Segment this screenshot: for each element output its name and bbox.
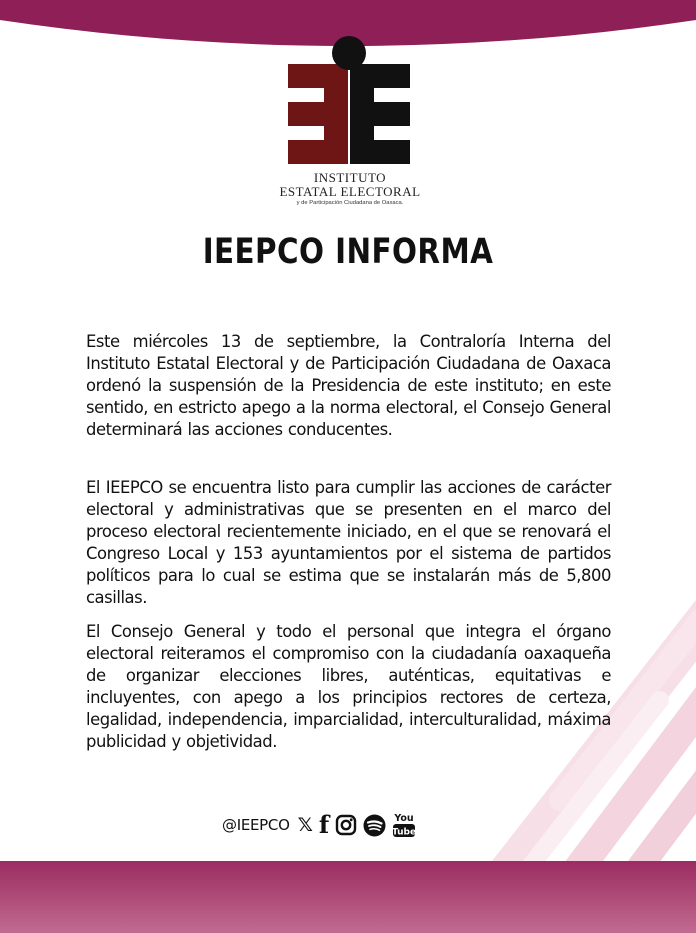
instagram-icon[interactable] — [335, 814, 357, 836]
x-icon[interactable]: 𝕏 — [297, 814, 313, 836]
social-footer — [222, 810, 422, 840]
paragraph-2: El IEEPCO se encuentra listo para cumplir las acciones de carácter electoral y administrativas que se presenten en el marco del proceso electoral recientemente iniciado, en el que se renovará el Congreso Local y 153 ayuntamientos por el sistema de partidos políticos para lo cual se estima que se instalarán más de 5,800 casillas. — [86, 478, 611, 607]
facebook-icon[interactable]: f — [318, 809, 330, 839]
paragraph-3: El Consejo General y todo el personal que integra el órgano electoral reiteramos el compromiso con la ciudadanía oaxaqueña de organizar elecciones libres, auténticas, equitativas e incluyentes, con apego a los principios rectores de certeza, legalidad, independencia, imparcialidad, interculturalidad, máxima publicidad y objetividad. — [86, 622, 611, 751]
youtube-icon[interactable] — [392, 811, 416, 839]
logo-text-estatal-electoral: ESTATAL ELECTORAL — [279, 184, 421, 199]
youtube-icon-text-you: You — [394, 813, 414, 824]
page-title: IEEPCO INFORMA — [202, 232, 494, 272]
spotify-icon[interactable] — [363, 814, 386, 837]
logo-text-instituto: INSTITUTO — [313, 170, 387, 185]
youtube-icon-text-tube: Tube — [392, 827, 417, 838]
bottom-banner — [0, 861, 696, 933]
ieepco-logo — [270, 34, 430, 210]
paragraph-1: Este miércoles 13 de septiembre, la Contraloría Interna del Instituto Estatal Electoral y de Participación Ciudadana de Oaxaca ordenó la suspensión de la Presidencia de este instituto; en este sentido, en estricto apego a la norma electoral, el Consejo General determinará las acciones conducentes. — [86, 332, 611, 439]
logo-text-participacion: y de Participación Ciudadana de Oaxaca. — [296, 200, 404, 206]
ieepco-emblem-icon — [286, 34, 414, 168]
social-handle[interactable]: @IEEPCO — [222, 816, 290, 834]
